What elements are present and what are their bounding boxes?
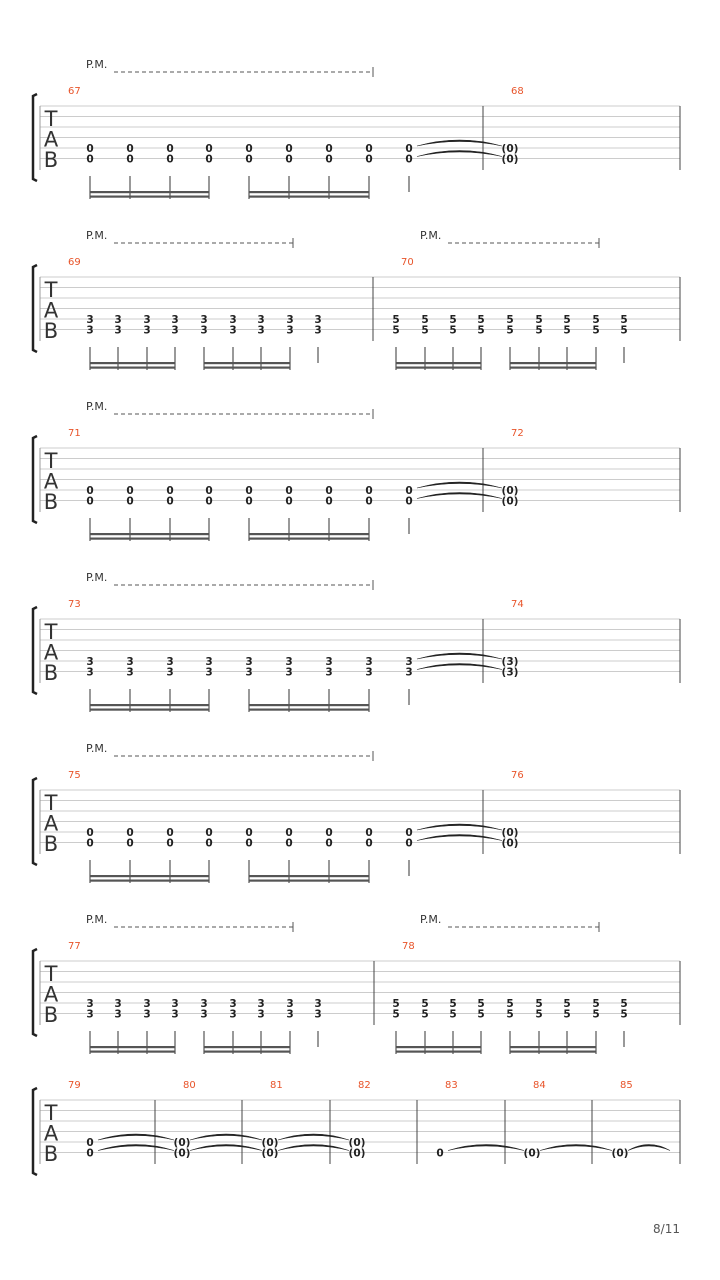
- measure-number: 76: [511, 770, 524, 781]
- fret-number: 3: [166, 656, 174, 668]
- fret-number: 0: [166, 143, 174, 155]
- fret-number: (0): [173, 1147, 191, 1160]
- fret-number: 3: [325, 666, 333, 679]
- fret-number: (0): [501, 143, 519, 155]
- tab-clef-letter: T: [44, 1101, 58, 1125]
- beam: [249, 709, 369, 711]
- fret-number: 0: [126, 837, 134, 850]
- fret-number: (0): [501, 153, 519, 166]
- tab-clef-letter: A: [43, 982, 59, 1007]
- tab-clef-letter: T: [44, 107, 58, 131]
- fret-number: 3: [86, 314, 94, 326]
- fret-number: 0: [325, 153, 333, 166]
- measure-number: 78: [402, 941, 415, 952]
- fret-number: 5: [449, 314, 457, 326]
- fret-number: 5: [506, 1008, 514, 1021]
- beam: [90, 704, 209, 706]
- beam: [90, 533, 209, 535]
- fret-number: 5: [563, 998, 571, 1010]
- fret-number: 0: [285, 153, 293, 166]
- fret-number: 5: [421, 1008, 429, 1021]
- measure-number: 79: [68, 1080, 81, 1091]
- fret-number: 3: [314, 314, 322, 326]
- fret-number: 0: [126, 827, 134, 839]
- tab-clef-letter: T: [44, 449, 58, 473]
- beam: [396, 1046, 481, 1048]
- fret-number: 0: [166, 153, 174, 166]
- system-bracket: [33, 607, 37, 694]
- beam: [90, 362, 175, 364]
- tie-arc: [540, 1145, 612, 1151]
- fret-number: 5: [449, 324, 457, 337]
- fret-number: 0: [126, 485, 134, 497]
- fret-number: (0): [501, 837, 519, 850]
- fret-number: 3: [86, 656, 94, 668]
- palm-mute-label: P.M.: [86, 400, 108, 413]
- measure-number: 82: [358, 1080, 371, 1091]
- fret-number: 0: [126, 153, 134, 166]
- beam: [90, 1046, 175, 1048]
- measure-number: 84: [533, 1080, 546, 1091]
- fret-number: 5: [535, 324, 543, 337]
- tab-clef-letter: B: [43, 832, 59, 856]
- tie-arc: [98, 1145, 174, 1151]
- beam: [90, 367, 175, 369]
- system-bracket: [33, 1088, 37, 1175]
- beam: [90, 191, 209, 193]
- measure-number: 83: [445, 1080, 458, 1091]
- fret-number: 0: [126, 143, 134, 155]
- fret-number: 3: [86, 666, 94, 679]
- fret-number: 3: [143, 1008, 151, 1021]
- fret-number: 3: [126, 656, 134, 668]
- tie-arc: [448, 1145, 524, 1151]
- fret-number: 3: [205, 666, 213, 679]
- fret-number: (0): [523, 1147, 541, 1160]
- fret-number: 0: [205, 153, 213, 166]
- beam: [249, 196, 369, 198]
- fret-number: 3: [200, 998, 208, 1010]
- fret-number: 0: [245, 495, 253, 508]
- beam: [396, 1051, 481, 1053]
- fret-number: 3: [314, 324, 322, 337]
- fret-number: 0: [166, 827, 174, 839]
- fret-number: 0: [325, 143, 333, 155]
- fret-number: (0): [348, 1137, 366, 1149]
- tab-clef-letter: A: [43, 640, 59, 665]
- measure-number: 74: [511, 599, 524, 610]
- fret-number: 3: [143, 998, 151, 1010]
- beam: [90, 538, 209, 540]
- fret-number: 0: [365, 495, 373, 508]
- tab-clef-letter: T: [44, 620, 58, 644]
- system-bracket: [33, 94, 37, 181]
- page-number: 8/11: [653, 1222, 680, 1236]
- fret-number: 0: [365, 837, 373, 850]
- fret-number: (0): [501, 495, 519, 508]
- tie-arc: [417, 482, 502, 488]
- system-bracket: [33, 949, 37, 1036]
- fret-number: 3: [285, 666, 293, 679]
- tie-arc: [190, 1145, 262, 1151]
- tab-clef-letter: T: [44, 278, 58, 302]
- fret-number: 0: [365, 485, 373, 497]
- fret-number: 3: [143, 324, 151, 337]
- tab-clef-letter: A: [43, 1121, 59, 1146]
- fret-number: 3: [171, 1008, 179, 1021]
- fret-number: 5: [592, 1008, 600, 1021]
- fret-number: 0: [405, 827, 413, 839]
- fret-number: 0: [285, 495, 293, 508]
- fret-number: 3: [86, 998, 94, 1010]
- fret-number: 3: [285, 656, 293, 668]
- beam: [510, 367, 596, 369]
- fret-number: 3: [171, 324, 179, 337]
- fret-number: 5: [620, 998, 628, 1010]
- fret-number: 0: [205, 485, 213, 497]
- measure-number: 80: [183, 1080, 196, 1091]
- fret-number: 5: [592, 324, 600, 337]
- fret-number: 3: [86, 324, 94, 337]
- fret-number: 3: [229, 1008, 237, 1021]
- fret-number: 3: [200, 1008, 208, 1021]
- fret-number: 0: [86, 1147, 94, 1160]
- fret-number: (0): [261, 1137, 279, 1149]
- fret-number: 3: [229, 998, 237, 1010]
- measure-number: 71: [68, 428, 81, 439]
- tie-arc: [417, 653, 502, 659]
- fret-number: 3: [126, 666, 134, 679]
- tab-clef-letter: A: [43, 127, 59, 152]
- fret-number: 5: [477, 314, 485, 326]
- palm-mute-label: P.M.: [420, 229, 442, 242]
- fret-number: 5: [535, 1008, 543, 1021]
- palm-mute-label: P.M.: [86, 58, 108, 71]
- fret-number: 3: [229, 324, 237, 337]
- fret-number: 3: [257, 314, 265, 326]
- beam: [204, 1046, 290, 1048]
- fret-number: 3: [257, 324, 265, 337]
- fret-number: 5: [421, 998, 429, 1010]
- fret-number: 5: [506, 314, 514, 326]
- palm-mute-label: P.M.: [86, 571, 108, 584]
- fret-number: 0: [285, 837, 293, 850]
- beam: [510, 1046, 596, 1048]
- fret-number: 5: [477, 324, 485, 337]
- beam: [249, 704, 369, 706]
- fret-number: 0: [86, 143, 94, 155]
- fret-number: 0: [405, 837, 413, 850]
- fret-number: 3: [257, 1008, 265, 1021]
- beam: [249, 875, 369, 877]
- tab-clef-letter: T: [44, 791, 58, 815]
- fret-number: 0: [86, 837, 94, 850]
- beam: [510, 362, 596, 364]
- fret-number: 5: [620, 324, 628, 337]
- beam: [204, 1051, 290, 1053]
- tab-clef-letter: T: [44, 962, 58, 986]
- fret-number: 3: [365, 666, 373, 679]
- fret-number: 0: [325, 837, 333, 850]
- palm-mute-label: P.M.: [86, 913, 108, 926]
- fret-number: (0): [611, 1147, 629, 1160]
- tie-arc: [98, 1134, 174, 1140]
- tab-clef-letter: B: [43, 148, 59, 172]
- fret-number: 0: [86, 1137, 94, 1149]
- fret-number: 0: [205, 837, 213, 850]
- fret-number: 3: [205, 656, 213, 668]
- beam: [90, 709, 209, 711]
- fret-number: (0): [173, 1137, 191, 1149]
- fret-number: 0: [245, 837, 253, 850]
- fret-number: (0): [501, 485, 519, 497]
- fret-number: 5: [477, 998, 485, 1010]
- fret-number: 5: [421, 314, 429, 326]
- fret-number: 3: [114, 314, 122, 326]
- tie-arc: [278, 1145, 349, 1151]
- fret-number: 3: [314, 998, 322, 1010]
- fret-number: 3: [86, 1008, 94, 1021]
- tab-clef-letter: B: [43, 490, 59, 514]
- palm-mute-label: P.M.: [420, 913, 442, 926]
- fret-number: 5: [620, 1008, 628, 1021]
- fret-number: 0: [285, 827, 293, 839]
- measure-number: 77: [68, 941, 81, 952]
- palm-mute-label: P.M.: [86, 742, 108, 755]
- tie-arc: [417, 664, 502, 670]
- tab-clef-letter: B: [43, 319, 59, 343]
- fret-number: 5: [392, 324, 400, 337]
- measure-number: 67: [68, 86, 81, 97]
- fret-number: 0: [285, 485, 293, 497]
- fret-number: 3: [114, 1008, 122, 1021]
- measure-number: 68: [511, 86, 524, 97]
- fret-number: 3: [200, 314, 208, 326]
- measure-number: 70: [401, 257, 414, 268]
- fret-number: 0: [325, 485, 333, 497]
- system-bracket: [33, 265, 37, 352]
- fret-number: 3: [286, 1008, 294, 1021]
- fret-number: 0: [325, 827, 333, 839]
- beam: [510, 1051, 596, 1053]
- fret-number: 0: [86, 153, 94, 166]
- fret-number: 3: [286, 314, 294, 326]
- tab-clef-letter: B: [43, 1003, 59, 1027]
- fret-number: 3: [286, 998, 294, 1010]
- fret-number: 0: [245, 827, 253, 839]
- fret-number: 0: [405, 485, 413, 497]
- fret-number: (0): [348, 1147, 366, 1160]
- fret-number: 5: [563, 1008, 571, 1021]
- tab-clef-letter: B: [43, 661, 59, 685]
- fret-number: 3: [229, 314, 237, 326]
- fret-number: 0: [205, 827, 213, 839]
- fret-number: 3: [245, 666, 253, 679]
- fret-number: 0: [245, 143, 253, 155]
- beam: [249, 880, 369, 882]
- tie-arc: [628, 1145, 670, 1151]
- fret-number: 0: [86, 495, 94, 508]
- fret-number: 3: [171, 998, 179, 1010]
- fret-number: 5: [620, 314, 628, 326]
- tie-arc: [417, 140, 502, 146]
- fret-number: 3: [365, 656, 373, 668]
- beam: [396, 362, 481, 364]
- fret-number: 0: [325, 495, 333, 508]
- beam: [204, 362, 290, 364]
- tab-clef-letter: A: [43, 298, 59, 323]
- beam: [90, 1051, 175, 1053]
- tab-clef-letter: A: [43, 811, 59, 836]
- fret-number: 5: [592, 314, 600, 326]
- fret-number: 0: [405, 495, 413, 508]
- measure-number: 75: [68, 770, 81, 781]
- fret-number: 3: [114, 324, 122, 337]
- tab-clef-letter: B: [43, 1142, 59, 1166]
- fret-number: 0: [205, 495, 213, 508]
- beam: [90, 196, 209, 198]
- fret-number: 5: [477, 1008, 485, 1021]
- fret-number: 0: [365, 143, 373, 155]
- measure-number: 72: [511, 428, 524, 439]
- tie-arc: [190, 1134, 262, 1140]
- fret-number: 5: [563, 314, 571, 326]
- fret-number: 3: [314, 1008, 322, 1021]
- fret-number: 5: [535, 314, 543, 326]
- beam: [90, 880, 209, 882]
- fret-number: 5: [506, 998, 514, 1010]
- beam: [90, 875, 209, 877]
- tie-arc: [417, 824, 502, 830]
- measure-number: 69: [68, 257, 81, 268]
- fret-number: 5: [449, 998, 457, 1010]
- beam: [396, 367, 481, 369]
- fret-number: 0: [365, 153, 373, 166]
- fret-number: 5: [506, 324, 514, 337]
- fret-number: 0: [86, 485, 94, 497]
- fret-number: 5: [392, 998, 400, 1010]
- fret-number: 5: [421, 324, 429, 337]
- fret-number: 3: [166, 666, 174, 679]
- fret-number: 3: [405, 666, 413, 679]
- fret-number: 5: [392, 1008, 400, 1021]
- fret-number: 3: [245, 656, 253, 668]
- fret-number: 5: [392, 314, 400, 326]
- measure-number: 85: [620, 1080, 633, 1091]
- fret-number: 0: [166, 485, 174, 497]
- fret-number: 3: [143, 314, 151, 326]
- fret-number: 0: [436, 1147, 444, 1160]
- tie-arc: [278, 1134, 349, 1140]
- fret-number: 0: [245, 153, 253, 166]
- fret-number: 0: [405, 143, 413, 155]
- beam: [204, 367, 290, 369]
- fret-number: (0): [501, 827, 519, 839]
- beam: [249, 538, 369, 540]
- beam: [249, 191, 369, 193]
- system-bracket: [33, 778, 37, 865]
- fret-number: (3): [501, 666, 519, 679]
- fret-number: 5: [563, 324, 571, 337]
- fret-number: 3: [200, 324, 208, 337]
- fret-number: 0: [126, 495, 134, 508]
- fret-number: 0: [365, 827, 373, 839]
- fret-number: (0): [261, 1147, 279, 1160]
- fret-number: 0: [205, 143, 213, 155]
- fret-number: (3): [501, 656, 519, 668]
- tie-arc: [417, 151, 502, 157]
- measure-number: 73: [68, 599, 81, 610]
- fret-number: 3: [325, 656, 333, 668]
- fret-number: 5: [449, 1008, 457, 1021]
- fret-number: 5: [592, 998, 600, 1010]
- tab-clef-letter: A: [43, 469, 59, 494]
- fret-number: 3: [257, 998, 265, 1010]
- palm-mute-label: P.M.: [86, 229, 108, 242]
- measure-number: 81: [270, 1080, 283, 1091]
- fret-number: 0: [405, 153, 413, 166]
- fret-number: 0: [166, 837, 174, 850]
- fret-number: 0: [86, 827, 94, 839]
- fret-number: 0: [166, 495, 174, 508]
- tie-arc: [417, 493, 502, 499]
- fret-number: 0: [245, 485, 253, 497]
- fret-number: 3: [286, 324, 294, 337]
- system-bracket: [33, 436, 37, 523]
- tie-arc: [417, 835, 502, 841]
- fret-number: 3: [405, 656, 413, 668]
- fret-number: 3: [114, 998, 122, 1010]
- fret-number: 5: [535, 998, 543, 1010]
- fret-number: 3: [171, 314, 179, 326]
- beam: [249, 533, 369, 535]
- fret-number: 0: [285, 143, 293, 155]
